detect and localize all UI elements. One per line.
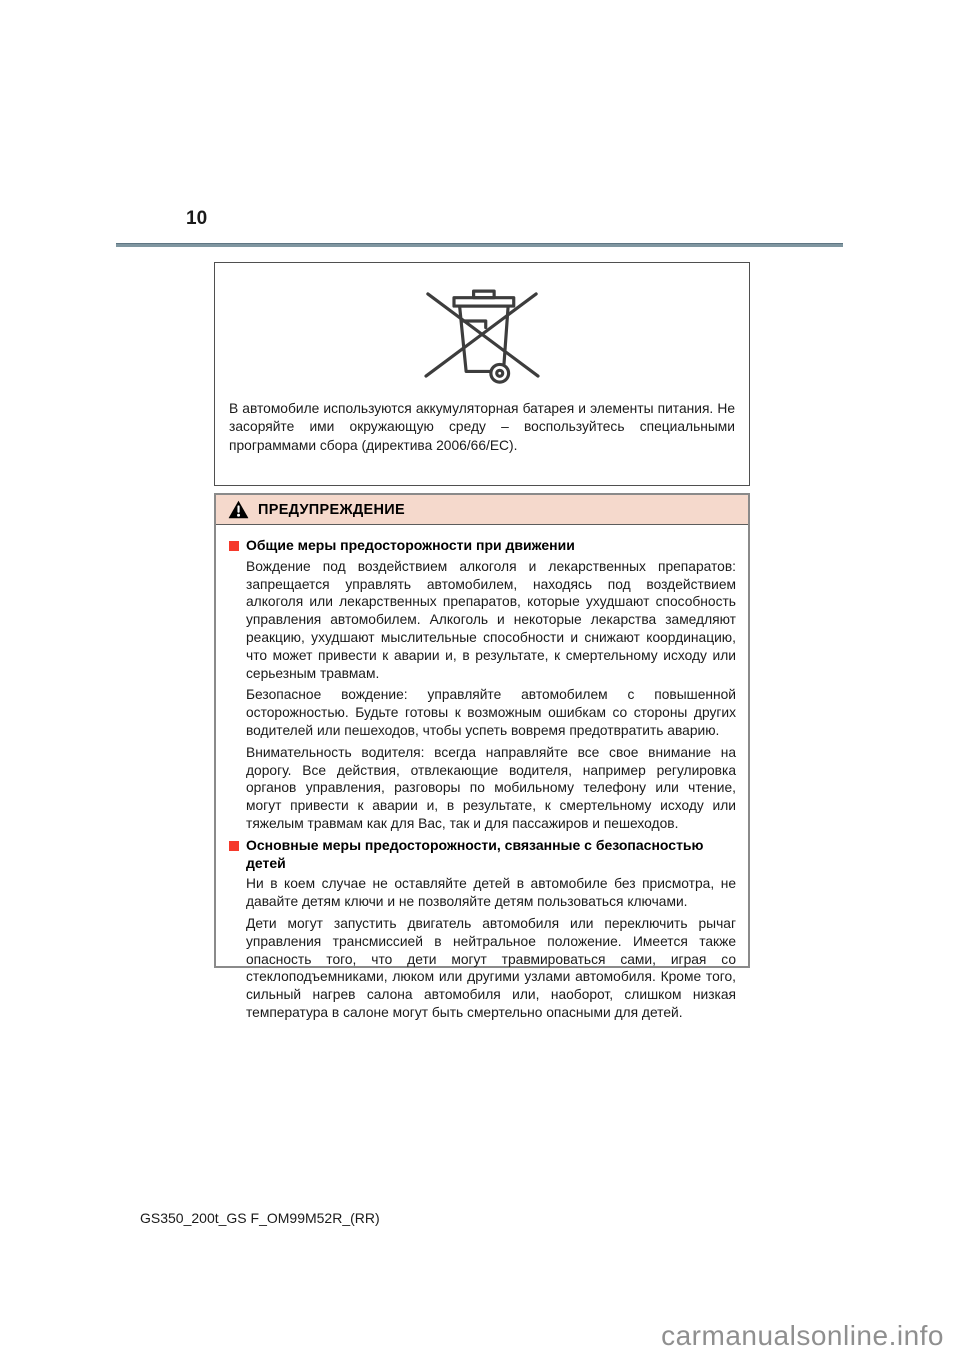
red-square-bullet-icon <box>229 541 239 551</box>
warning-section-heading <box>228 537 736 555</box>
header-rule <box>116 243 843 247</box>
warning-paragraph: Дети могут запустить двигатель автомобиля или переключить рычаг управления трансмиссией в нейтральное положение. Имеется также опасность того, что дети могут травмироваться сами, играя со стеклоподъемниками, люком или другими узлами автомобиля. Кроме того, сильный нагрев салона автомобиля или, наоборот, слишком низкая температура в салоне могут быть смертельно опасными для детей. <box>246 915 736 1020</box>
red-square-bullet-icon <box>229 841 239 851</box>
warning-header <box>216 495 748 525</box>
battery-notice-text: В автомобиле используются аккумуляторная батарея и элементы питания. Не засоряйте ими окружающую среду – воспользуйтесь специальными программами сбора (директива 2006/66/EC). <box>229 401 735 453</box>
warning-section-heading <box>228 837 736 873</box>
section-heading-text: Общие меры предосторожности при движении <box>246 537 575 553</box>
warning-paragraph: Безопасное вождение: управляйте автомобилем с повышенной осторожностью. Будьте готовы к возможным ошибкам со стороны других водителей или пешеходов, чтобы успеть вовремя предотвратить аварию. <box>246 687 736 738</box>
warning-box <box>214 493 750 1020</box>
warning-paragraph: Вождение под воздействием алкоголя и лекарственных препаратов: запрещается управлять автомобилем, находясь под воздействием алкоголя или лекарственных препаратов, которые ухудшают способность управления автомобилем. Алкоголь и некоторые лекарства замедляют реакцию, ухудшают мыслительные способности и снижают координацию, что может привести к аварии и, в результате, к смертельному исходу или серьезным травмам. <box>246 558 736 681</box>
document-code: GS350_200t_GS F_OM99M52R_(RR) <box>140 1210 380 1226</box>
battery-notice-box <box>214 262 750 486</box>
section-heading-text: Основные меры предосторожности, связанные с безопасностью детей <box>246 836 704 871</box>
watermark-text: carmanualsonline.info <box>661 1320 944 1351</box>
warning-triangle-icon <box>228 500 249 519</box>
warning-paragraph: Внимательность водителя: всегда направляйте все свое внимание на дорогу. Все действия, отвлекающие водителя, например регулировка органов управления, разговоры по мобильному телефону или чтение, могут привести к аварии и, в результате, к смертельному исходу или тяжелым травмам как для Вас, так и для пассажиров и пешеходов. <box>246 744 736 831</box>
warning-paragraph: Ни в коем случае не оставляйте детей в автомобиле без присмотра, не давайте детям ключи и не позволяйте детям пользоваться ключами. <box>246 876 736 910</box>
warning-content <box>216 525 748 1022</box>
warning-title: ПРЕДУПРЕЖДЕНИЕ <box>258 501 405 518</box>
page-number: 10 <box>186 208 208 229</box>
crossed-out-wheeled-bin-icon <box>407 279 557 396</box>
